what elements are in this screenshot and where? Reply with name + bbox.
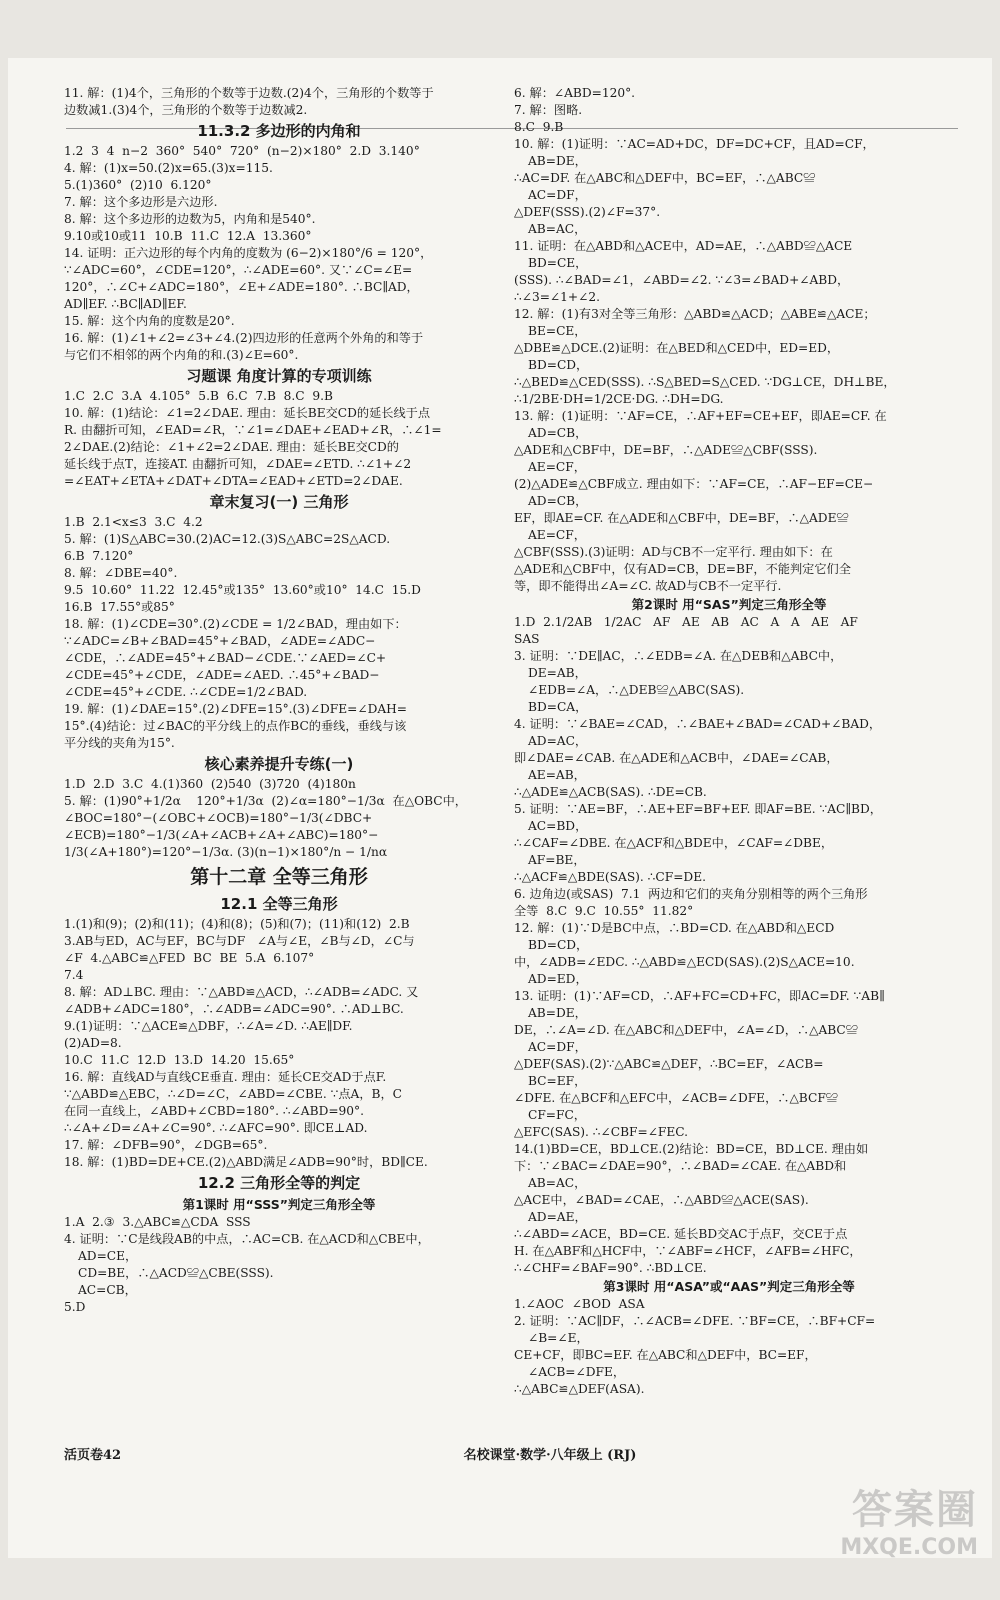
answer-line: AD=CB，: [528, 494, 588, 508]
answer-line: ∠EDB=∠A，∴△DEB≌△ABC(SAS).: [528, 683, 745, 697]
answer-line: R. 由翻折可知，∠EAD=∠R，∵∠1=∠DAE+∠EAD+∠R，∴∠1=: [64, 423, 442, 437]
answer-line: 13. 证明：(1)∵AF=CD，∴AF+FC=CD+FC，即AC=DF. ∵AB∥: [514, 989, 885, 1003]
answer-line: 14. 证明：正六边形的每个内角的度数为 (6−2)×180°/6 = 120°，: [64, 246, 433, 260]
answer-line: 9.10或10或11 10.B 11.C 12.A 13.360°: [64, 229, 312, 243]
answer-line: CD=BE，∴△ACD≌△CBE(SSS).: [78, 1266, 274, 1280]
answer-line: 18. 解：(1)BD=DE+CE.(2)△ABD满足∠ADB=90°时，BD∥CE.: [64, 1155, 428, 1169]
answer-line: ∵∠ADC=60°，∠CDE=120°，∴∠ADE=60°. 又∵∠C=∠E=: [64, 263, 413, 277]
answer-line: 4. 解：(1)x=50.(2)x=65.(3)x=115.: [64, 161, 273, 175]
answer-line: AC=BD，: [528, 819, 588, 833]
answer-line: CF=FC，: [528, 1108, 586, 1122]
answer-line: 18. 解：(1)∠CDE=30°.(2)∠CDE = 1/2∠BAD，理由如下：: [64, 617, 407, 631]
answer-line: DE=AB，: [528, 666, 587, 680]
answer-line: 平分线的夹角为15°.: [64, 736, 175, 750]
answer-line: 15°.(4)结论：过∠BAC的平分线上的点作BC的垂线，垂线与该: [64, 719, 407, 733]
answer-line: 1/3(∠A+180°)=120°−1/3α. (3)(n−1)×180°/n − 1/nα: [64, 845, 388, 859]
answer-line: 16. 解：(1)∠1+∠2=∠3+∠4.(2)四边形的任意两个外角的和等于: [64, 331, 424, 345]
answer-line: (2)△ADE≌△CBF成立. 理由如下：∵AF=CE，∴AF−EF=CE−: [514, 477, 874, 491]
answer-line: AD=CB，: [528, 426, 588, 440]
answer-line: ∠DFE. 在△BCF和△EFC中，∠ACB=∠DFE，∴△BCF≌: [514, 1091, 838, 1105]
answer-line: 7.4: [64, 968, 84, 982]
answer-line: AB=AC，: [528, 222, 587, 236]
answer-line: CE+CF，即BC=EF. 在△ABC和△DEF中，BC=EF，: [514, 1348, 817, 1362]
answer-line: 8. 解：这个多边形的边数为5，内角和是540°.: [64, 212, 316, 226]
answer-line: 1.C 2.C 3.A 4.105° 5.B 6.C 7.B 8.C 9.B: [64, 389, 333, 403]
answer-line: 14.(1)BD=CE，BD⊥CE.(2)结论：BD=CE，BD⊥CE. 理由如: [514, 1142, 869, 1156]
answer-line: ∴∠CHF=∠BAF=90°. ∴BD⊥CE.: [514, 1261, 707, 1275]
left-column: [64, 85, 494, 1316]
answer-line: 3. 证明：∵DE∥AC，∴∠EDB=∠A. 在△DEB和△ABC中，: [514, 649, 843, 663]
answer-line: ∠ADB+∠ADC=180°，∴∠ADB=∠ADC=90°. ∴AD⊥BC.: [64, 1002, 404, 1016]
answer-line: ∴△ACF≌△BDE(SAS). ∴CF=DE.: [514, 870, 706, 884]
section-heading: 习题课 角度计算的专项训练: [186, 367, 372, 385]
answer-line: 5. 解：(1)S△ABC=30.(2)AC=12.(3)S△ABC=2S△ACD.: [64, 532, 391, 546]
answer-line: 10. 解：(1)结论：∠1=2∠DAE. 理由：延长BE交CD的延长线于点: [64, 406, 431, 420]
section-heading: 第十二章 全等三角形: [190, 866, 368, 888]
answer-line: ∴∠ABD=∠ACE，BD=CE. 延长BD交AC于点F，交CE于点: [514, 1227, 848, 1241]
answer-line: 延长线于点T，连接AT. 由翻折可知，∠DAE=∠ETD. ∴∠1+∠2: [64, 457, 412, 471]
answer-line: △DEF(SAS).(2)∵△ABC≌△DEF，∴BC=EF，∠ACB=: [514, 1057, 824, 1071]
answer-line: ∠ACB=∠DFE，: [528, 1365, 626, 1379]
answer-line: DE，∴∠A=∠D. 在△ABC和△DEF中，∠A=∠D，∴△ABC≌: [514, 1023, 858, 1037]
answer-line: 与它们不相邻的两个内角的和.(3)∠E=60°.: [64, 348, 299, 362]
answer-line: 即∠DAE=∠CAB. 在△ADE和△ACB中，∠DAE=∠CAB，: [514, 751, 839, 765]
answer-line: AB=DE，: [528, 154, 587, 168]
answer-line: AE=AB，: [528, 768, 586, 782]
answer-line: AE=CF，: [528, 528, 586, 542]
answer-line: 5.D: [64, 1300, 86, 1314]
answer-line: ∵∠ADC=∠B+∠BAD=45°+∠BAD，∠ADE=∠ADC−: [64, 634, 376, 648]
answer-line: 在同一直线上，∠ABD+∠CBD=180°. ∴∠ABD=90°.: [64, 1104, 365, 1118]
answer-line: SAS: [514, 632, 540, 646]
answer-line: 4. 证明：∵C是线段AB的中点，∴AC=CB. 在△ACD和△CBE中，: [64, 1232, 430, 1246]
answer-line: AD∥EF. ∴BC∥AD∥EF.: [64, 297, 187, 311]
answer-line: 16. 解：直线AD与直线CE垂直. 理由：延长CE交AD于点F.: [64, 1070, 387, 1084]
section-heading: 11.3.2 多边形的内角和: [197, 122, 361, 140]
answer-line: AB=AC，: [528, 1176, 587, 1190]
section-heading: 章末复习(一) 三角形: [209, 493, 349, 511]
answer-line: 6. 边角边(或SAS) 7.1 两边和它们的夹角分别相等的两个三角形: [514, 887, 868, 901]
section-heading: 第1课时 用“SSS”判定三角形全等: [182, 1197, 376, 1212]
answer-line: 13. 解：(1)证明：∵AF=CE，∴AF+EF=CE+EF，即AE=CF. 在: [514, 409, 887, 423]
answer-line: 2. 证明：∵AC∥DF，∴∠ACB=∠DFE. ∵BF=CE，∴BF+CF=: [514, 1314, 876, 1328]
answer-line: ∠F 4.△ABC≌△FED BC BE 5.A 6.107°: [64, 951, 315, 965]
answer-line: △ADE和△CBF中，DE=BF，∴△ADE≌△CBF(SSS).: [514, 443, 818, 457]
answer-line: 4. 证明：∵∠BAE=∠CAD，∴∠BAE+∠BAD=∠CAD+∠BAD，: [514, 717, 882, 731]
answer-line: 7. 解：图略.: [514, 103, 583, 117]
answer-line: 9.(1)证明：∵△ACE≌△DBF，∴∠A=∠D. ∴AE∥DF.: [64, 1019, 353, 1033]
answer-line: 全等 8.C 9.C 10.55° 11.82°: [514, 904, 694, 918]
answer-line: 5.(1)360° (2)10 6.120°: [64, 178, 212, 192]
watermark-logo-text: 答案圈: [852, 1487, 978, 1533]
answer-line: 1.B 2.1<x≤3 3.C 4.2: [64, 515, 203, 529]
answer-line: AD=ED，: [528, 972, 588, 986]
watermark-url: MXQE.COM: [840, 1535, 978, 1560]
answer-line: 6.B 7.120°: [64, 549, 134, 563]
answer-line: AB=DE，: [528, 1006, 587, 1020]
page-number: 活页卷42: [64, 1448, 122, 1463]
answer-line: 7. 解：这个多边形是六边形.: [64, 195, 218, 209]
answer-line: 2∠DAE.(2)结论：∠1+∠2=2∠DAE. 理由：延长BE交CD的: [64, 440, 399, 454]
answer-line: AE=CF，: [528, 460, 586, 474]
answer-line: ∴1/2BE·DH=1/2CE·DG. ∴DH=DG.: [514, 392, 724, 406]
answer-line: 下：∵∠BAC=∠DAE=90°，∴∠BAD=∠CAE. 在△ABD和: [514, 1159, 847, 1173]
answer-line: △ADE和△CBF中，仅有AD=CB，DE=BF，不能判定它们全: [514, 562, 851, 576]
answer-line: ∴△BED≌△CED(SSS). ∴S△BED=S△CED. ∵DG⊥CE，DH⊥BE，: [514, 375, 896, 389]
answer-line: 9.5 10.60° 11.22 12.45°或135° 13.60°或10° 14.C 15.D: [64, 583, 421, 597]
answer-line: AD=AE，: [528, 1210, 587, 1224]
answer-line: 8. 解：∠DBE=40°.: [64, 566, 178, 580]
answer-line: 1.A 2.③ 3.△ABC≌△CDA SSS: [64, 1215, 251, 1229]
section-heading: 核心素养提升专练(一): [204, 755, 354, 773]
answer-line: ∠BOC=180°−(∠OBC+∠OCB)=180°−1/3(∠DBC+: [64, 811, 373, 825]
answer-line: 8.C 9.B: [514, 120, 564, 134]
answer-line: 边数减1.(3)4个，三角形的个数等于边数减2.: [64, 103, 308, 117]
answer-line: △CBF(SSS).(3)证明：AD与CB不一定平行. 理由如下：在: [514, 545, 833, 559]
answer-line: BD=CD，: [528, 938, 589, 952]
answer-line: ∠CDE=45°+∠CDE，∠ADE=∠AED. ∴45°+∠BAD−: [64, 668, 380, 682]
answer-line: 10.C 11.C 12.D 13.D 14.20 15.65°: [64, 1053, 295, 1067]
answer-line: 12. 解：(1)∵D是BC中点，∴BD=CD. 在△ABD和△ECD: [514, 921, 835, 935]
answer-line: AF=BE，: [528, 853, 586, 867]
answer-line: EF，即AE=CF. 在△ADE和△CBF中，DE=BF，∴△ADE≌: [514, 511, 849, 525]
answer-line: BC=EF，: [528, 1074, 587, 1088]
answer-line: 1.D 2.1/2AB 1/2AC AF AE AB AC A A AE AF: [514, 615, 858, 629]
answer-line: 中，∠ADB=∠EDC. ∴△ABD≌△ECD(SAS).(2)S△ACE=10.: [514, 955, 855, 969]
section-heading: 第3课时 用“ASA”或“AAS”判定三角形全等: [603, 1279, 855, 1294]
book-title: 名校课堂·数学·八年级上 (RJ): [463, 1448, 637, 1463]
answer-line: △EFC(SAS). ∴∠CBF=∠FEC.: [514, 1125, 689, 1139]
answer-line: 120°，∴∠C+∠ADC=180°，∠E+∠ADE=180°. ∴BC∥AD，: [64, 280, 419, 294]
answer-line: AD=CE，: [78, 1249, 138, 1263]
answer-line: AD=AC，: [528, 734, 588, 748]
answer-line: =∠EAT+∠ETA+∠DAT+∠DTA=∠EAD+∠ETD=2∠DAE.: [64, 474, 403, 488]
answer-line: 1.∠AOC ∠BOD ASA: [514, 1297, 645, 1311]
section-heading: 12.2 三角形全等的判定: [197, 1174, 361, 1192]
section-heading: 第2课时 用“SAS”判定三角形全等: [631, 597, 827, 612]
answer-line: 1.2 3 4 n−2 360° 540° 720° (n−2)×180° 2.D 3.140°: [64, 144, 420, 158]
answer-line: 1.(1)和(9)；(2)和(11)；(4)和(8)；(5)和(7)；(11)和(12) 2.B: [64, 917, 410, 931]
answer-line: △DBE≌△DCE.(2)证明：在△BED和△CED中，ED=ED，: [514, 341, 840, 355]
answer-line: (2)AD=8.: [64, 1036, 122, 1050]
answer-line: 17. 解：∠DFB=90°，∠DGB=65°.: [64, 1138, 268, 1152]
answer-line: ∴∠A+∠D=∠A+∠C=90°. ∴∠AFC=90°. 即CE⊥AD.: [64, 1121, 368, 1135]
answer-line: 8. 解：AD⊥BC. 理由：∵△ABD≌△ACD，∴∠ADB=∠ADC. 又: [64, 985, 419, 999]
answer-line: ∠CDE=45°+∠CDE. ∴∠CDE=1/2∠BAD.: [64, 685, 308, 699]
answer-line: ∴∠CAF=∠DBE. 在△ACF和△BDE中，∠CAF=∠DBE，: [514, 836, 834, 850]
answer-line: (SSS). ∴∠BAD=∠1，∠ABD=∠2. ∵∠3=∠BAD+∠ABD，: [514, 273, 850, 287]
answer-line: BD=CA，: [528, 700, 588, 714]
answer-line: 1.D 2.D 3.C 4.(1)360 (2)540 (3)720 (4)180n: [64, 777, 356, 791]
watermark: [840, 1478, 978, 1560]
answer-line: AC=DF，: [528, 1040, 587, 1054]
section-heading: 12.1 全等三角形: [220, 895, 338, 913]
answer-line: 15. 解：这个内角的度数是20°.: [64, 314, 235, 328]
answer-line: 5. 证明：∵AE=BF，∴AE+EF=BF+EF. 即AF=BE. ∵AC∥BD，: [514, 802, 882, 816]
answer-line: ∴∠3=∠1+∠2.: [514, 290, 600, 304]
answer-line: AC=DF，: [528, 188, 587, 202]
right-column: [514, 85, 944, 1398]
answer-line: 12. 解：(1)有3对全等三角形：△ABD≌△ACD；△ABE≌△ACE；: [514, 307, 876, 321]
answer-line: ∠B=∠E，: [528, 1331, 589, 1345]
answer-line: BD=CE，: [528, 256, 588, 270]
answer-line: ∴△ADE≌△ACB(SAS). ∴DE=CB.: [514, 785, 707, 799]
answer-line: ∵△ABD≌△EBC，∴∠D=∠C，∠ABD=∠CBE. ∵点A，B，C: [64, 1087, 402, 1101]
answer-line: H. 在△ABF和△HCF中，∵∠ABF=∠HCF，∠AFB=∠HFC，: [514, 1244, 862, 1258]
answer-line: 3.AB与ED，AC与EF，BC与DF ∠A与∠E，∠B与∠D，∠C与: [64, 934, 415, 948]
answer-line: ∠ECB)=180°−1/3(∠A+∠ACB+∠A+∠ABC)=180°−: [64, 828, 379, 842]
answer-line: 5. 解：(1)90°+1/2α 120°+1/3α (2)∠α=180°−1/3α 在△OBC中，: [64, 794, 467, 808]
answer-line: ∠CDE，∴∠ADE=45°+∠BAD−∠CDE.∵∠AED=∠C+: [64, 651, 387, 665]
answer-line: ∴AC=DF. 在△ABC和△DEF中，BC=EF，∴△ABC≌: [514, 171, 816, 185]
answer-line: AC=CB，: [78, 1283, 137, 1297]
answer-line: ∴△ABC≌△DEF(ASA).: [514, 1382, 645, 1396]
answer-line: 6. 解：∠ABD=120°.: [514, 86, 636, 100]
answer-line: 10. 解：(1)证明：∵AC=AD+DC，DF=DC+CF，且AD=CF，: [514, 137, 875, 151]
answer-line: 16.B 17.55°或85°: [64, 600, 175, 614]
answer-line: BE=CE，: [528, 324, 587, 338]
answer-line: 19. 解：(1)∠DAE=15°.(2)∠DFE=15°.(3)∠DFE=∠DAH=: [64, 702, 407, 716]
answer-line: 等，即不能得出∠A=∠C. 故AD与CB不一定平行.: [514, 579, 782, 593]
answer-line: △DEF(SSS).(2)∠F=37°.: [514, 205, 661, 219]
answer-line: 11. 证明：在△ABD和△ACE中，AD=AE，∴△ABD≌△ACE: [514, 239, 853, 253]
answer-line: 11. 解：(1)4个，三角形的个数等于边数.(2)4个，三角形的个数等于: [64, 86, 434, 100]
answer-line: △ACE中，∠BAD=∠CAE，∴△ABD≌△ACE(SAS).: [514, 1193, 809, 1207]
answer-line: BD=CD，: [528, 358, 589, 372]
